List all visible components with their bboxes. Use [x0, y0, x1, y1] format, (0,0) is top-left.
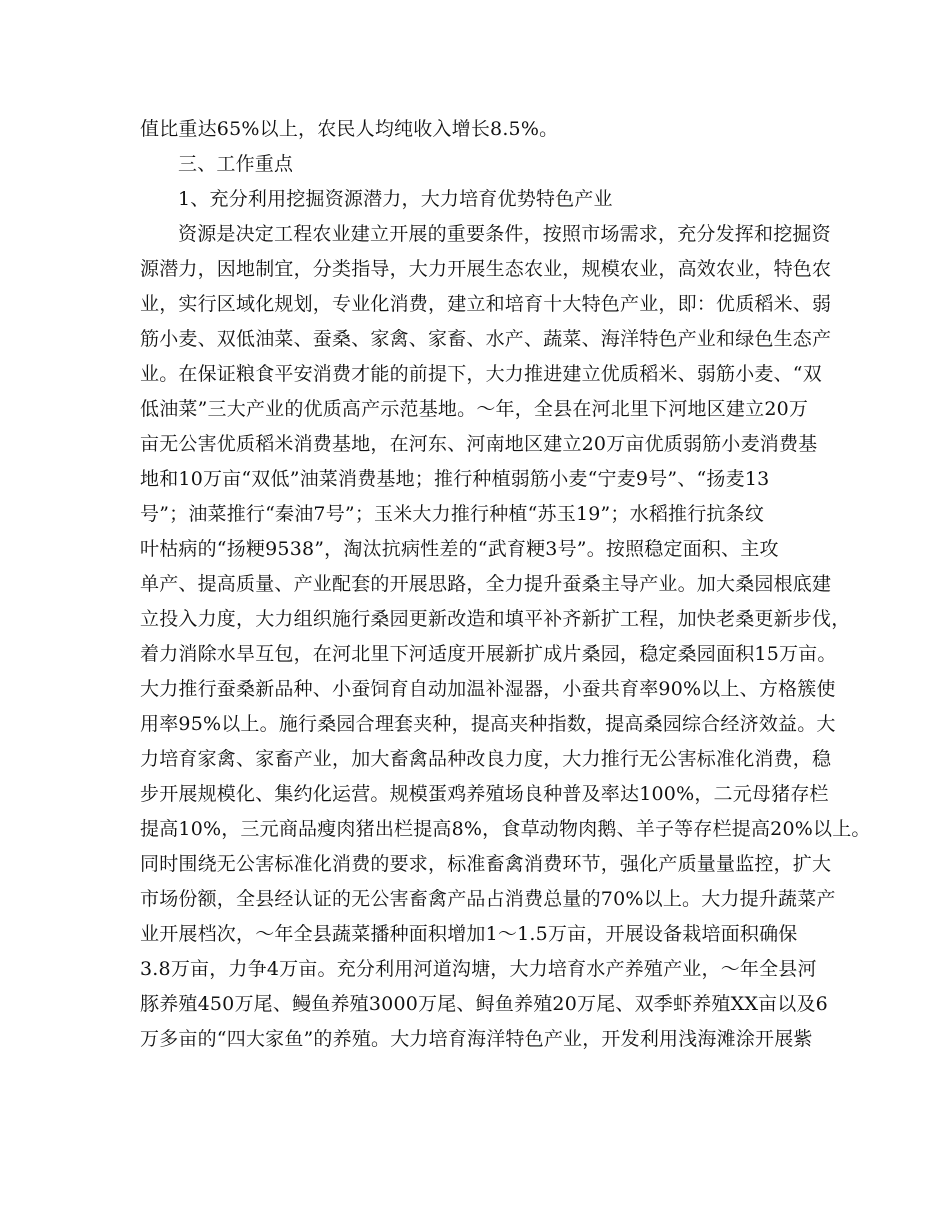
text-line: 业。在保证粮食平安消费才能的前提下，大力推进建立优质稻米、弱筋小麦、“双	[140, 363, 822, 385]
text-line: 步开展规模化、集约化运营。规模蛋鸡养殖场良种普及率达100%，二元母猪存栏	[140, 783, 829, 805]
text-line: 着力消除水旱互包，在河北里下河适度开展新扩成片桑园，稳定桑园面积15万亩。	[140, 643, 837, 665]
text-line: 3.8万亩，力争4万亩。充分利用河道沟塘，大力培育水产养殖产业，～年全县河	[140, 958, 817, 980]
text-line: 源潜力，因地制宜，分类指导，大力开展生态农业，规模农业，高效农业，特色农	[140, 258, 832, 280]
text-line: 筋小麦、双低油菜、蚕桑、家禽、家畜、水产、蔬菜、海洋特色产业和绿色生态产	[140, 328, 832, 350]
section-heading: 三、工作重点	[178, 153, 294, 175]
text-line: 大力推行蚕桑新品种、小蚕饲育自动加温补湿器，小蚕共育率90%以上、方格簇使	[140, 678, 836, 700]
text-line: 万多亩的“四大家鱼”的养殖。大力培育海洋特色产业，开发利用浅海滩涂开展紫	[140, 1028, 813, 1050]
text-line: 用率95%以上。施行桑园合理套夹种，提高夹种指数，提高桑园综合经济效益。大	[140, 713, 836, 735]
text-line: 地和10万亩“双低”油菜消费基地；推行种植弱筋小麦“宁麦9号”、“扬麦13	[140, 468, 770, 490]
text-line: 同时围绕无公害标准化消费的要求，标准畜禽消费环节，强化产质量量监控，扩大	[140, 853, 832, 875]
text-line: 豚养殖450万尾、鳗鱼养殖3000万尾、鲟鱼养殖20万尾、双季虾养殖XX亩以及6	[140, 993, 828, 1015]
text-line: 市场份额，全县经认证的无公害畜禽产品占消费总量的70%以上。大力提升蔬菜产	[140, 888, 836, 910]
text-line: 值比重达65%以上，农民人均纯收入增长8.5%。	[140, 118, 559, 140]
text-line: 号”；油菜推行“秦油7号”；玉米大力推行种植“苏玉19”；水稻推行抗条纹	[140, 503, 765, 525]
text-line: 叶枯病的“扬粳9538”，淘汰抗病性差的“武育粳3号”。按照稳定面积、主攻	[140, 538, 779, 560]
text-line: 资源是决定工程农业建立开展的重要条件，按照市场需求，充分发挥和挖掘资	[178, 223, 831, 245]
text-line: 单产、提高质量、产业配套的开展思路，全力提升蚕桑主导产业。加大桑园根底建	[140, 573, 832, 595]
text-line: 业，实行区域化规划，专业化消费，建立和培育十大特色产业，即：优质稻米、弱	[140, 293, 832, 315]
text-line: 低油菜”三大产业的优质高产示范基地。～年，全县在河北里下河地区建立20万	[140, 398, 809, 420]
text-line: 业开展档次，～年全县蔬菜播种面积增加1～1.5万亩，开展设备栽培面积确保	[140, 923, 798, 945]
text-line: 提高10%，三元商品瘦肉猪出栏提高8%，食草动物肉鹅、羊子等存栏提高20%以上。	[140, 818, 871, 840]
text-line: 力培育家禽、家畜产业，加大畜禽品种改良力度，大力推行无公害标准化消费，稳	[140, 748, 832, 770]
text-line: 立投入力度，大力组织施行桑园更新改造和填平补齐新扩工程，加快老桑更新步伐，	[140, 608, 851, 630]
subsection-heading: 1、充分利用挖掘资源潜力，大力培育优势特色产业	[178, 188, 613, 210]
text-line: 亩无公害优质稻米消费基地，在河东、河南地区建立20万亩优质弱筋小麦消费基	[140, 433, 818, 455]
